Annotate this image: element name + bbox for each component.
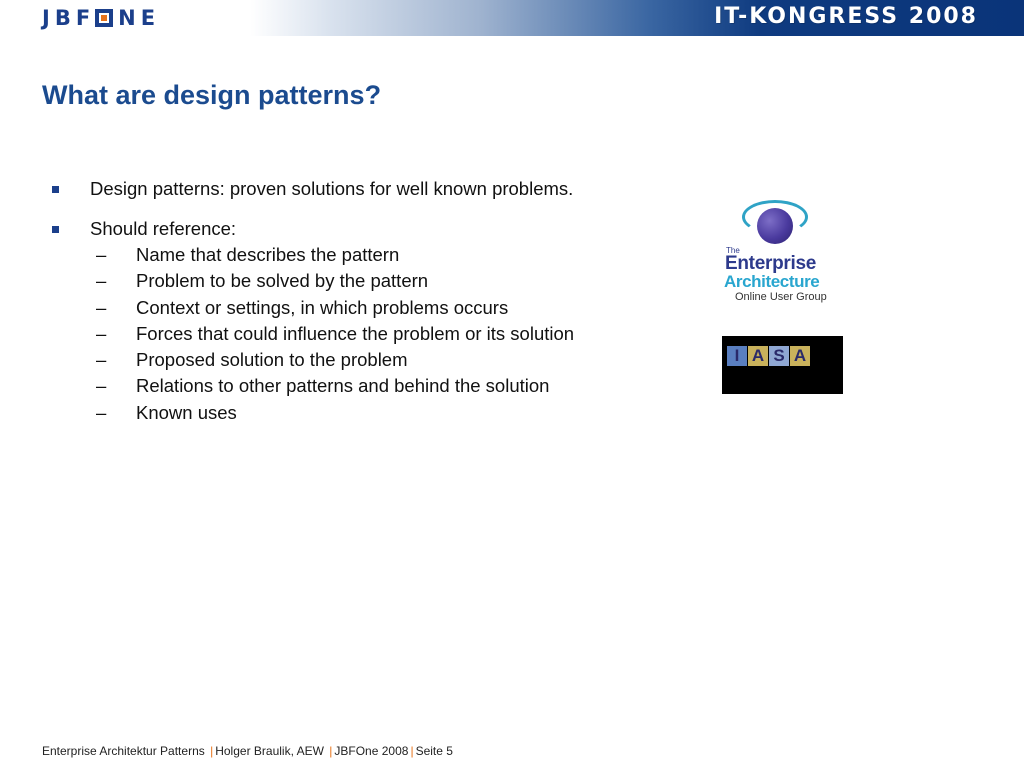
sub-bullet-text: Problem to be solved by the pattern — [136, 270, 429, 292]
sub-bullet-text: Name that describes the pattern — [136, 244, 400, 265]
sub-bullet-text: Forces that could influence the problem or its solution — [136, 322, 575, 344]
iasa-letter-tile: S — [769, 346, 789, 366]
footer-separator: | — [329, 744, 333, 758]
sub-bullet-text: Relations to other patterns and behind the solution — [136, 375, 550, 397]
dash-marker: – — [96, 349, 107, 371]
jbfone-logo — [42, 6, 160, 30]
square-bullet-icon — [52, 226, 59, 233]
sub-bullet-item — [92, 373, 670, 399]
sub-bullet-item — [92, 295, 670, 321]
iasa-letter-tile: A — [790, 346, 810, 366]
sub-bullet-item — [92, 347, 670, 373]
logo-o-mark-icon — [95, 9, 113, 27]
bullet-item — [50, 218, 670, 240]
iasa-letters — [727, 346, 811, 366]
sub-bullet-item — [92, 321, 670, 347]
logo-text-head: JBF — [42, 6, 96, 30]
bullet-text: Should reference: — [90, 218, 237, 239]
footer-page: Seite 5 — [415, 744, 453, 758]
sub-bullet-text: Context or settings, in which problems occurs — [136, 296, 509, 318]
bullet-text: Design patterns: proven solutions for well known problems. — [90, 178, 574, 199]
bullet-item — [50, 178, 670, 200]
footer-author: Holger Braulik, AEW — [215, 744, 324, 758]
footer-title: Enterprise Architektur Patterns — [42, 744, 205, 758]
enterprise-architecture-logo — [722, 198, 844, 308]
ea-logo-the: The — [726, 246, 740, 255]
iasa-logo — [722, 336, 843, 394]
sub-bullet-item — [92, 242, 670, 268]
event-title: IT-KONGRESS 2008 — [714, 4, 978, 29]
slide-content — [50, 178, 670, 426]
sub-bullet-item — [92, 400, 670, 426]
dash-marker: – — [96, 244, 107, 265]
iasa-letter-tile: I — [727, 346, 747, 366]
dash-marker: – — [96, 375, 107, 397]
slide-footer — [42, 744, 453, 758]
sub-bullet-item — [92, 268, 670, 294]
footer-event: JBFOne 2008 — [334, 744, 409, 758]
logo-text-tail: NE — [118, 6, 161, 30]
dash-marker: – — [96, 296, 107, 318]
header-band — [0, 0, 1024, 36]
sub-bullet-text: Proposed solution to the problem — [136, 349, 408, 371]
slide-title: What are design patterns? — [42, 80, 382, 110]
dash-marker: – — [96, 270, 107, 292]
ea-logo-line2: Architecture — [724, 272, 820, 291]
sub-bullet-text: Known uses — [136, 401, 237, 423]
globe-icon — [757, 208, 793, 244]
sub-bullet-list — [50, 242, 670, 426]
dash-marker: – — [96, 401, 107, 423]
ea-logo-line1: Enterprise — [725, 253, 816, 274]
iasa-letter-tile: A — [748, 346, 768, 366]
dash-marker: – — [96, 322, 107, 344]
ea-logo-line3: Online User Group — [735, 291, 827, 303]
square-bullet-icon — [52, 186, 59, 193]
footer-separator: | — [410, 744, 414, 758]
footer-separator: | — [210, 744, 214, 758]
